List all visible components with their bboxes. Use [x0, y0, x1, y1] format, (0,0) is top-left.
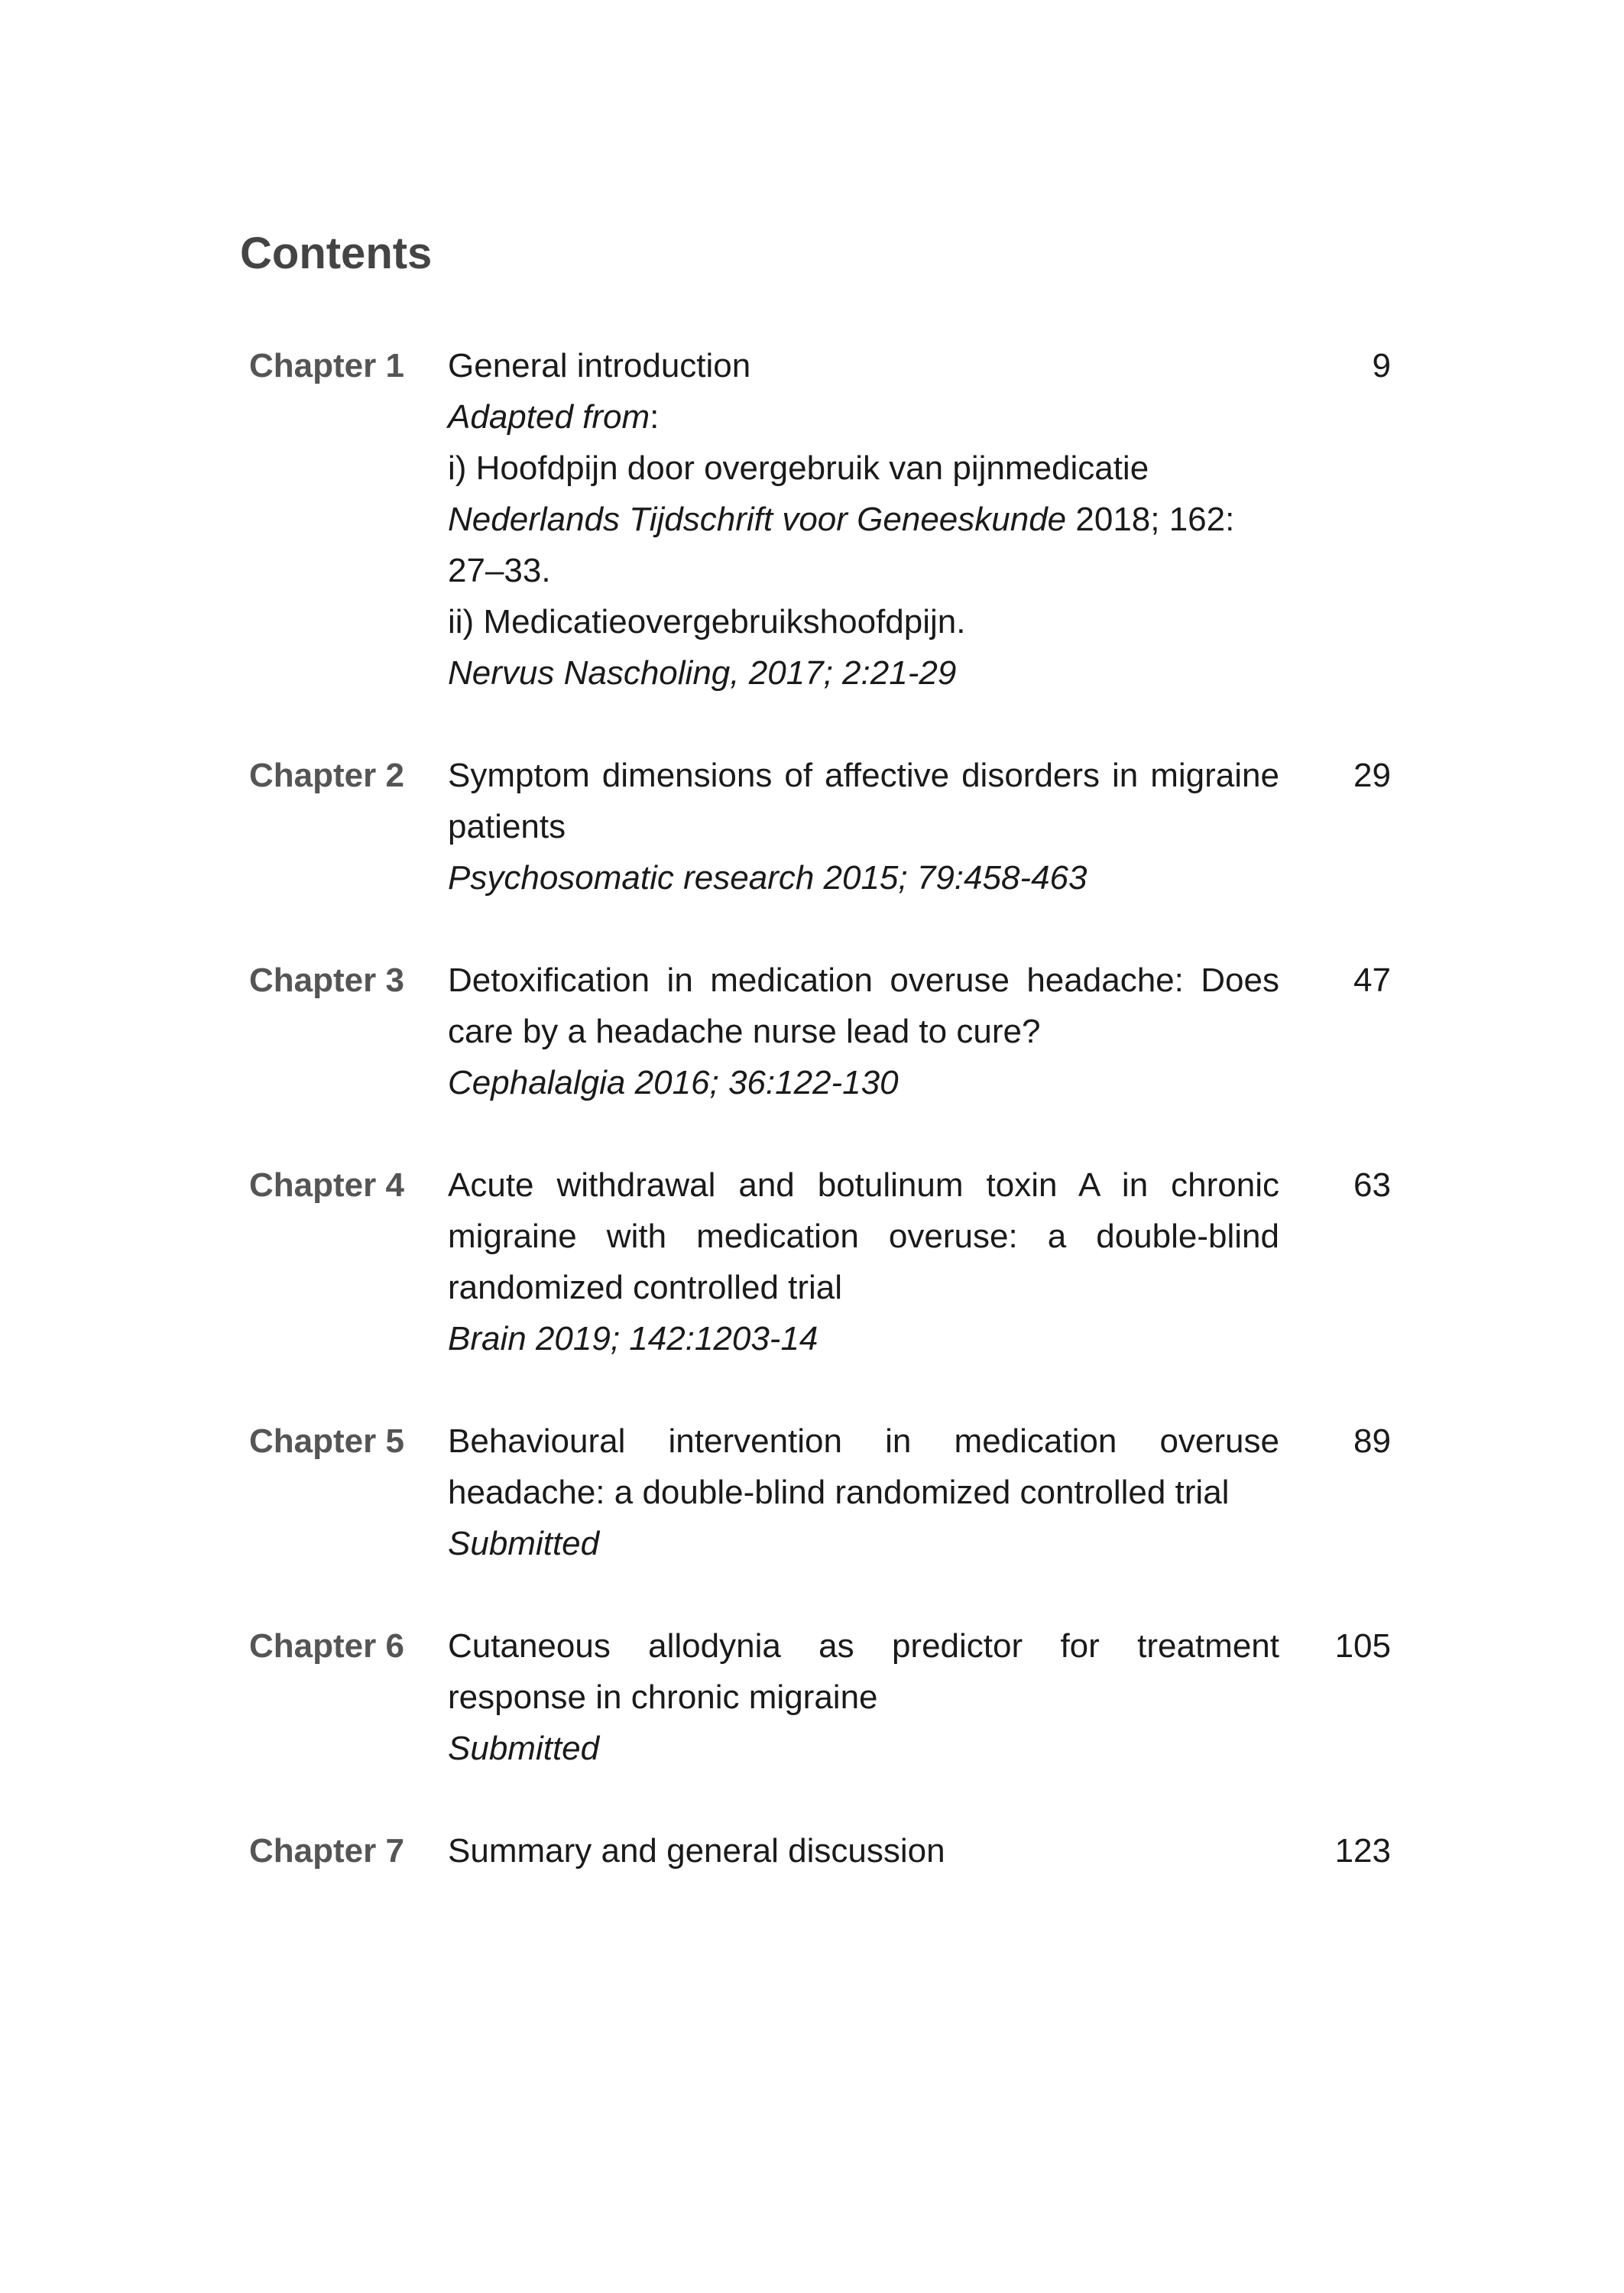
entry-detail-line: [448, 443, 1279, 494]
detail-text: i) Hoofdpijn door overgebruik van pijnmedicatie: [448, 449, 1149, 487]
entry-detail-line: [448, 391, 1279, 443]
chapter-label: Chapter 2: [249, 757, 404, 794]
entry-source: Submitted: [448, 1730, 600, 1767]
entry-title: Detoxification in medication overuse headache: Does care by a headache nurse lead to cure?: [448, 962, 1279, 1050]
toc-entry-chapter-4[interactable]: [249, 1159, 1391, 1364]
chapter-label: Chapter 7: [249, 1832, 404, 1870]
entry-detail-line: [448, 494, 1279, 596]
entry-body: [448, 1416, 1279, 1569]
entry-title: Acute withdrawal and botulinum toxin A in chronic migraine with medication overuse: a double-blind randomized controlled trial: [448, 1166, 1279, 1306]
entry-source: Brain 2019; 142:1203-14: [448, 1320, 818, 1357]
page-number: 123: [1334, 1832, 1391, 1870]
page-number: 47: [1353, 962, 1391, 999]
chapter-label: Chapter 5: [249, 1422, 404, 1460]
entry-body: [448, 340, 1279, 699]
detail-suffix: :: [650, 398, 660, 436]
page-number: 63: [1353, 1166, 1391, 1204]
page-number: 9: [1372, 347, 1391, 384]
entry-body: [448, 750, 1279, 903]
entry-body: [448, 955, 1279, 1108]
toc-entry-chapter-6[interactable]: [249, 1620, 1391, 1774]
chapter-label: Chapter 4: [249, 1166, 404, 1204]
page-title: Contents: [240, 229, 433, 278]
page-number: 29: [1353, 757, 1391, 794]
entry-detail-line: [448, 596, 1279, 647]
toc-entry-chapter-3[interactable]: [249, 955, 1391, 1108]
entry-source: Cephalalgia 2016; 36:122-130: [448, 1064, 899, 1101]
chapter-label: Chapter 1: [249, 347, 404, 384]
toc-entry-chapter-2[interactable]: [249, 750, 1391, 903]
detail-text: Nederlands Tijdschrift voor Geneeskunde: [448, 501, 1067, 538]
chapter-label: Chapter 6: [249, 1627, 404, 1665]
toc-entry-chapter-1[interactable]: [249, 340, 1391, 699]
entry-body: [448, 1825, 1279, 1876]
toc-entry-chapter-7[interactable]: [249, 1825, 1391, 1876]
detail-text: ii) Medicatieovergebruikshoofdpijn.: [448, 603, 966, 641]
chapter-label: Chapter 3: [249, 962, 404, 999]
page-number: 89: [1353, 1422, 1391, 1460]
page-number: 105: [1334, 1627, 1391, 1665]
entry-title: General introduction: [448, 347, 751, 384]
entry-detail-line: [448, 647, 1279, 699]
entry-source: Psychosomatic research 2015; 79:458-463: [448, 859, 1088, 897]
entry-title: Summary and general discussion: [448, 1832, 945, 1870]
table-of-contents: [249, 340, 1391, 1928]
toc-entry-chapter-5[interactable]: [249, 1416, 1391, 1569]
detail-text: Nervus Nascholing, 2017; 2:21-29: [448, 654, 957, 692]
entry-title: Symptom dimensions of affective disorders in migraine patients: [448, 757, 1279, 845]
entry-body: [448, 1159, 1279, 1364]
detail-suffix: 2018; 162: 27–33.: [448, 501, 1235, 589]
entry-body: [448, 1620, 1279, 1774]
detail-text: Adapted from: [448, 398, 650, 436]
entry-source: Submitted: [448, 1525, 600, 1562]
entry-title: Behavioural intervention in medication overuse headache: a double-blind randomized controlled trial: [448, 1422, 1279, 1511]
entry-title: Cutaneous allodynia as predictor for treatment response in chronic migraine: [448, 1627, 1279, 1716]
